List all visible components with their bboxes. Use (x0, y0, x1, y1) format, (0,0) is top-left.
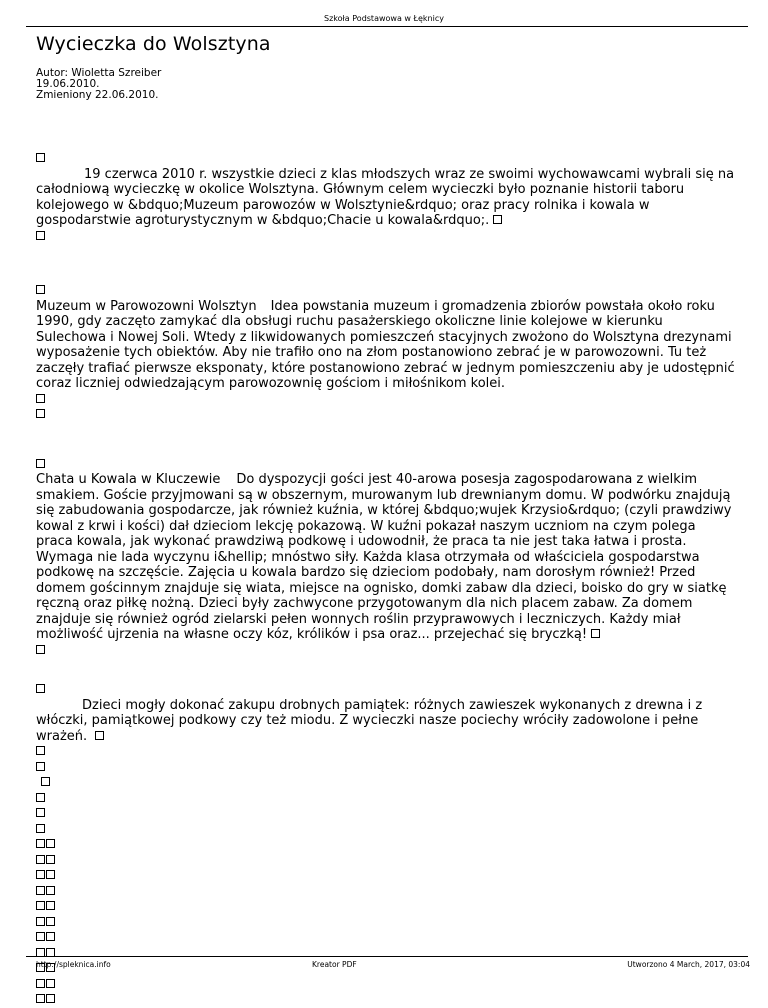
missing-glyph-icon (36, 994, 45, 1003)
missing-glyph-icon (46, 979, 55, 988)
missing-glyph-icon (95, 731, 104, 740)
museum-heading: Muzeum w Parowozowni Wolsztyn (36, 298, 257, 314)
paragraph-museum-text: Idea powstania muzeum i gromadzenia zbiorów powstała około roku 1990, gdy zaczęto zamykać dla obsługi ruchu pasażerskiego okoliczne linie kolejowe w kierunku Sulechowa i Nowej Soli. Wtedy z likwidowanych pomieszczeń stacyjnych zwożono do Wolsztyna drezynami wyposażenie tych obiektów. Aby nie trafiło ono na złom postanowiono zebrać je w parowozowni. Tu też zaczęły trafiać pierwsze eksponaty, które postanowiono zebrać w jednym pomieszczeniu aby je udostępnić coraz liczniej odwiedzającym parowozownię gościom i miłośnikom kolei. (36, 298, 735, 391)
missing-glyph-icon (36, 886, 45, 895)
missing-glyph-icon (36, 808, 45, 817)
footer-url[interactable]: http://spleknica.info (36, 960, 111, 969)
missing-glyph-icon (36, 645, 45, 654)
missing-glyph-icon (591, 629, 600, 638)
paragraph-souvenirs-text: Dzieci mogły dokonać zakupu drobnych pamiątek: różnych zawieszek wykonanych z drewna i z włóczki, pamiątkowej podkowy czy też miodu. Z wycieczki nasze pociechy wróciły zadowolone i pełne wrażeń. (36, 697, 703, 744)
article-title: Wycieczka do Wolsztyna (36, 33, 271, 55)
missing-glyph-icon (36, 285, 45, 294)
missing-glyph-icon (36, 153, 45, 162)
author-line: Autor: Wioletta Szreiber (36, 67, 162, 79)
missing-glyph-icon (46, 994, 55, 1003)
missing-glyph-icon (46, 901, 55, 910)
date-created: 19.06.2010. (36, 78, 100, 90)
paragraph-museum (36, 299, 736, 392)
missing-glyph-icon (36, 762, 45, 771)
missing-glyph-icon (36, 870, 45, 879)
footer-created: Utworzono 4 March, 2017, 03:04 (627, 960, 750, 969)
missing-glyph-icon (36, 839, 45, 848)
missing-glyph-icon (36, 824, 45, 833)
smith-heading: Chata u Kowala w Kluczewie (36, 472, 221, 487)
missing-glyph-icon (36, 979, 45, 988)
missing-glyph-icon (46, 886, 55, 895)
missing-glyph-icon (36, 684, 45, 693)
missing-glyph-icon (46, 917, 55, 926)
article-meta (36, 68, 161, 101)
paragraph-souvenirs (36, 698, 736, 745)
paragraph-smith-text: Do dyspozycji gości jest 40-arowa posesja zagospodarowana z wielkim smakiem. Goście przyjmowani są w obszernym, murowanym lub drewnianym domu. W podwórku znajdują się zabudowania gospodarcze, jak również kuźnia, w której &bdquo;wujek Krzysio&rdquo; (czyli prawdziwy kowal z krwi i kości) dał dzieciom lekcję pokazową. W kuźni pokazał naszym uczniom na czym polega praca kowala, jak wykonać prawdziwą podkowę i udowodnił, że praca ta nie jest taka łatwa i prosta. Wymaga nie lada wyczynu i&hellip; mnóstwo siły. Każda klasa otrzymała od właściciela gospodarstwa podkowę na szczęście. Zajęcia u kowala bardzo się dzieciom podobały, nam dorosłym również! Przed domem gościnnym znajduje się wiata, miejsce na ognisko, domki zabaw dla dzieci, boisko do gry w siatkę ręczną oraz piłkę nożną. Dzieci były zachwycone przygotowanym dla nich placem zabaw. Za domem znajduje się również ogród zielarski pełen wonnych roślin przyprawowych i leczniczych. Każdy miał możliwość ujrzenia na własne oczy kóz, królików i psa oraz... przejechać się bryczką! (36, 472, 732, 642)
article-body (36, 151, 736, 1008)
missing-glyph-icon (36, 793, 45, 802)
missing-glyph-icon (41, 777, 50, 786)
missing-glyph-icon (36, 459, 45, 468)
missing-glyph-icon (46, 839, 55, 848)
missing-glyph-icon (493, 215, 502, 224)
header-divider (26, 26, 748, 27)
missing-glyph-icon (46, 932, 55, 941)
date-modified: Zmieniony 22.06.2010. (36, 89, 159, 101)
missing-glyph-icon (46, 870, 55, 879)
missing-glyph-icon (36, 901, 45, 910)
footer-divider (26, 956, 748, 957)
missing-glyph-icon (46, 855, 55, 864)
missing-glyph-icon (36, 231, 45, 240)
missing-glyph-icon (36, 917, 45, 926)
paragraph-intro (36, 167, 736, 229)
missing-glyph-icon (36, 855, 45, 864)
paragraph-intro-text: 19 czerwca 2010 r. wszystkie dzieci z klas młodszych wraz ze swoimi wychowawcami wybrali się na całodniową wycieczkę w okolice Wolsztyna. Głównym celem wycieczki było poznanie historii taboru kolejowego w &bdquo;Muzeum parowozów w Wolsztynie&rdquo; oraz pracy rolnika i kowala w gospodarstwie agroturystycznym w &bdquo;Chacie u kowala&rdquo;. (36, 166, 735, 228)
footer-generator: Kreator PDF (312, 960, 357, 969)
missing-glyph-icon (36, 394, 45, 403)
missing-glyph-icon (36, 746, 45, 755)
paragraph-smith (36, 472, 736, 643)
missing-glyph-icon (36, 409, 45, 418)
page-header: Szkoła Podstawowa w Łęknicy (324, 14, 444, 23)
missing-glyph-icon (36, 932, 45, 941)
